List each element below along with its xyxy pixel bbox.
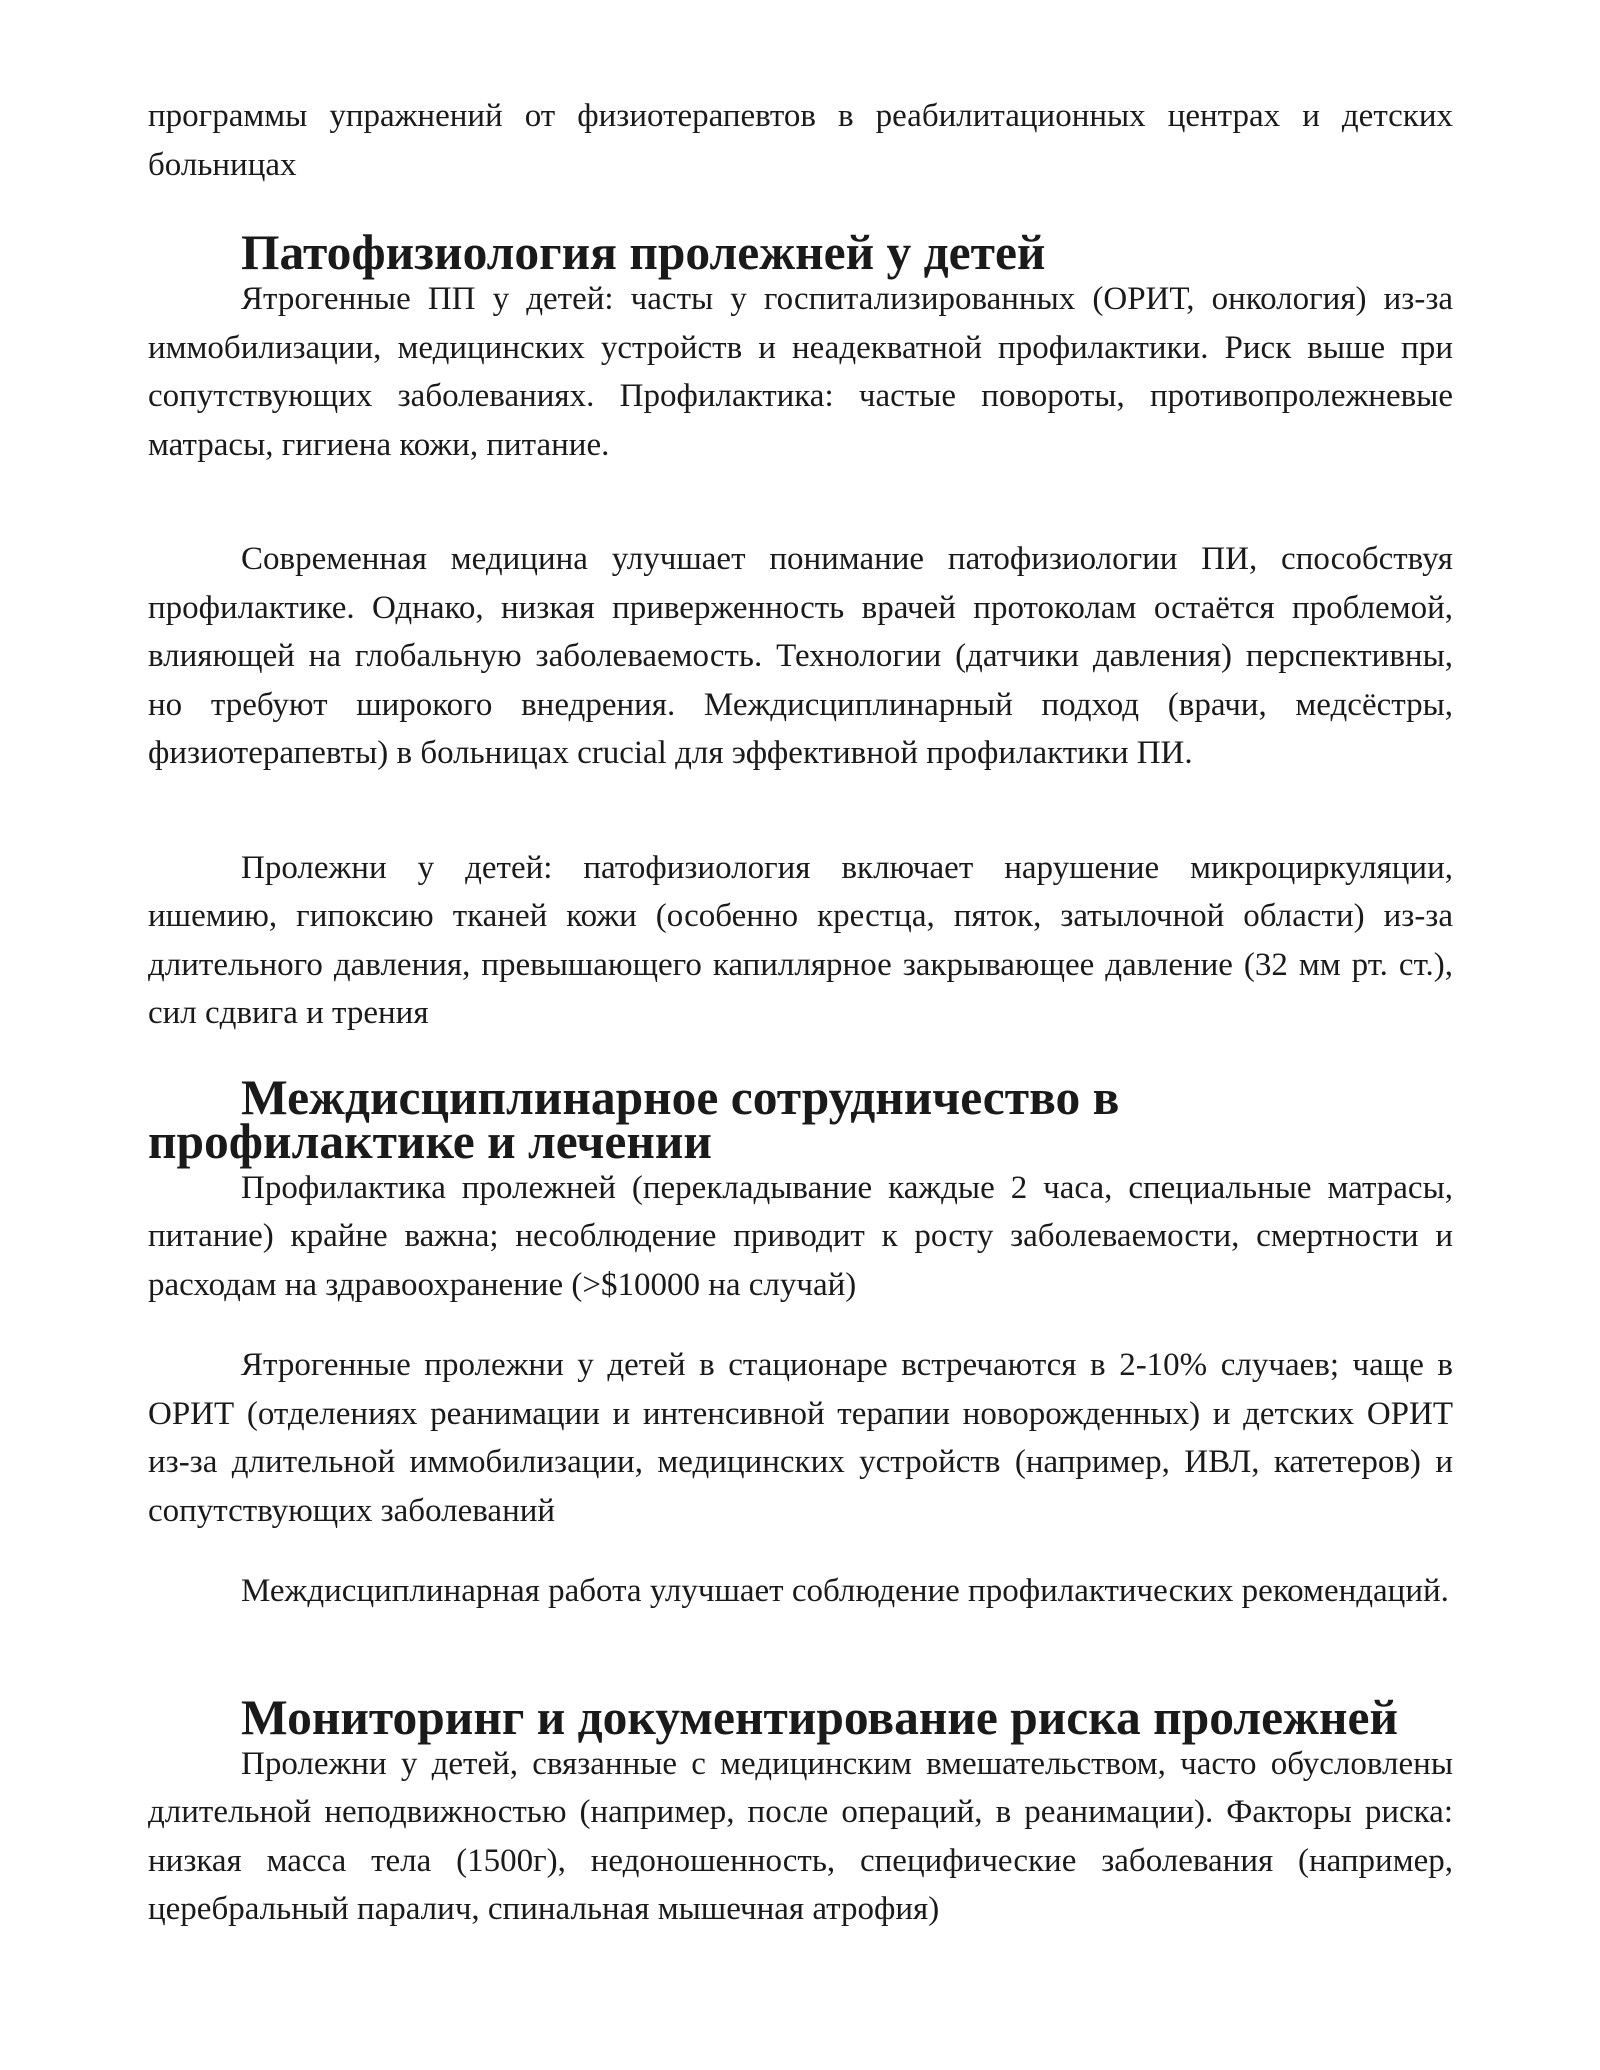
paragraph: Ятрогенные пролежни у детей в стационаре встречаются в 2-10% случаев; чаще в ОРИТ (отделениях реанимации и интенсивной терапии новорожденных) и детских ОРИТ из-за длительной иммобилизации, медицинских устройств (например, ИВЛ, катетеров) и сопутствующих заболеваний <box>148 1347 1453 1529</box>
paragraph: Современная медицина улучшает понимание патофизиологии ПИ, способствуя профилактике. Однако, низкая приверженность врачей протоколам остаётся проблемой, влияющей на глобальную заболеваемость. Технологии (датчики давления) перспективны, но требуют широкого внедрения. Междисциплинарный подход (врачи, медсёстры, физиотерапевты) в больницах crucial для эффективной профилактики ПИ. <box>148 541 1453 771</box>
paragraph: программы упражнений от физиотерапевтов в реабилитационных центрах и детских больницах <box>148 98 1453 183</box>
section-heading: Междисциплинарное сотрудничество в профилактике и лечении <box>148 1069 1120 1169</box>
document-page <box>148 92 1453 1934</box>
paragraph: Пролежни у детей: патофизиология включает нарушение микроциркуляции, ишемию, гипоксию тканей кожи (особенно крестца, пяток, затылочной области) из-за длительного давления, превышающего капиллярное закрывающее давление (32 мм рт. ст.), сил сдвига и трения <box>148 849 1453 1031</box>
paragraph: Пролежни у детей, связанные с медицинским вмешательством, часто обусловлены длительной неподвижностью (например, после операций, в реанимации). Факторы риска: низкая масса тела (1500г), недоношенность, специфические заболевания (например, церебральный паралич, спинальная мышечная атрофия) <box>148 1745 1453 1927</box>
paragraph: Междисциплинарная работа улучшает соблюдение профилактических рекомендаций. <box>241 1573 1449 1609</box>
paragraph: Профилактика пролежней (перекладывание каждые 2 часа, специальные матрасы, питание) крайне важна; несоблюдение приводит к росту заболеваемости, смертности и расходам на здравоохранение (>$10000 на случай) <box>148 1169 1453 1303</box>
paragraph: Ятрогенные ПП у детей: часты у госпитализированных (ОРИТ, онкология) из-за иммобилизации, медицинских устройств и неадекватной профилактики. Риск выше при сопутствующих заболеваниях. Профилактика: частые повороты, противопролежневые матрасы, гигиена кожи, питание. <box>148 281 1453 463</box>
section-heading: Патофизиология пролежней у детей <box>241 225 1046 280</box>
section-heading: Мониторинг и документирование риска пролежней <box>241 1689 1398 1745</box>
